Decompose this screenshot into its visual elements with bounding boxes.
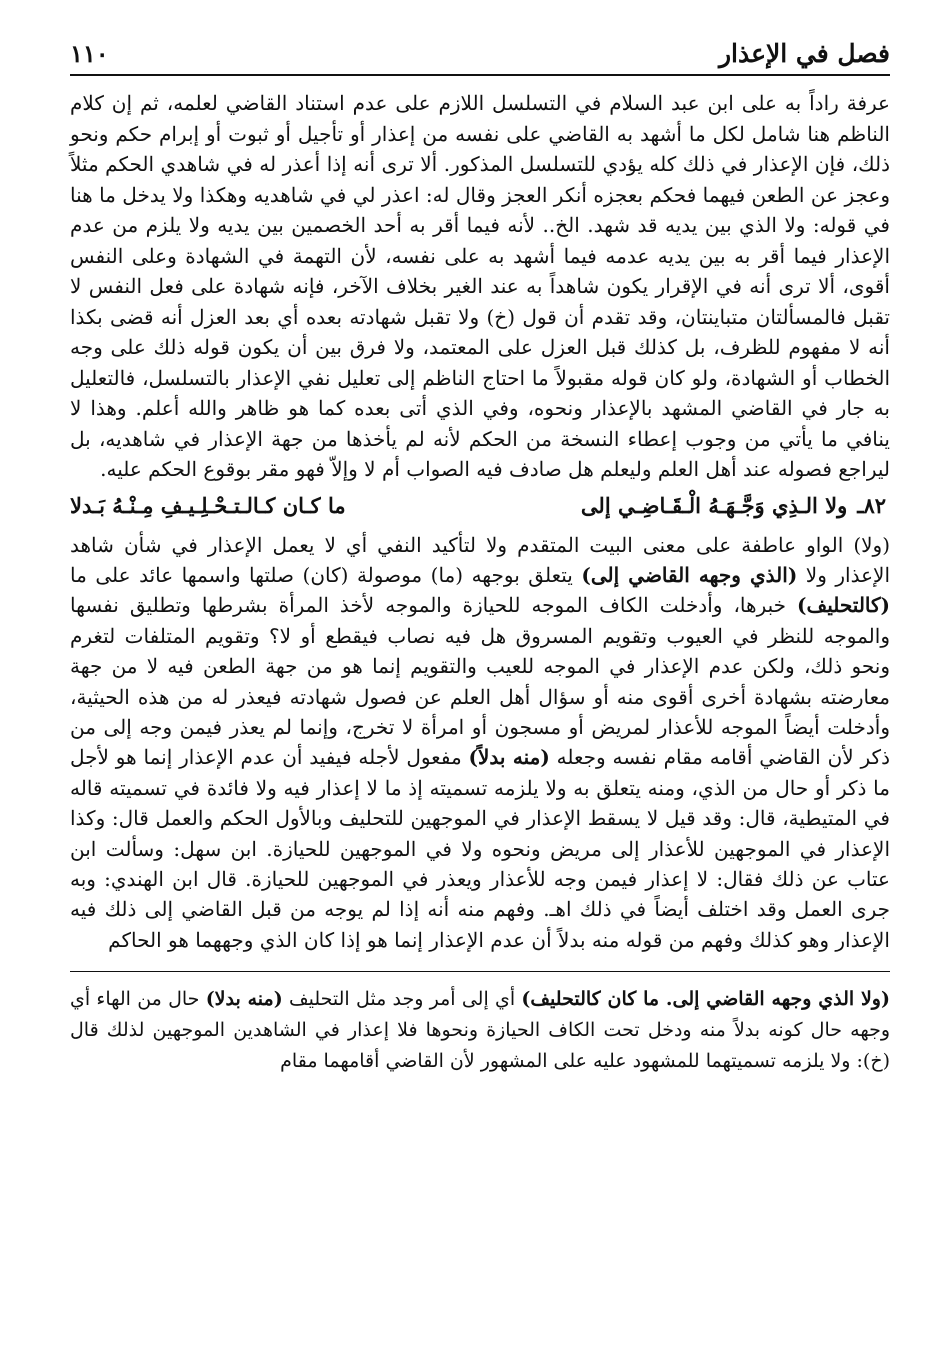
commentary-text: مفعول لأجله فيفيد أن عدم الإعذار إنما هو لأجل ما ذكر أو حال من الذي، ومنه يتعلق به ولا يلزمه تسميته إذ ما لا إعذار فيه ولا فائدة في تسميته قاله في المتيطية، قال: وقد قيل لا يسقط الإعذار في الموجهين للتحليف وبالأول الحكم والعمل قال: وكذا الإعذار في الموجهين للأعذار إلى مريض ونحوه ولا في الموجهين للحيازة. ابن سهل: وسألت ابن عتاب عن ذلك فقال: لا إعذار فيمن وجه للأعذار ويعذر في الموجهين للحيازة. قال ابن الهندي: وبه جرى العمل وقد اختلف أيضاً في ذلك اهـ. وفهم منه أنه إذا لم يوجه من قبل القاضي إلى ذلك فيه الإعذار وهو كذلك وفهم من قوله منه بدلاً أن عدم الإعذار إنما هو إذا كان الذي وجههما هو الحاكم (70, 745, 890, 952)
verse-hemistich-1: ولا الـذِي وَجَّـهَـهُ الْـقَـاضِـي إلى (580, 492, 848, 518)
verse-line (70, 493, 890, 522)
commentary-bold-term: (منه بدلاً) (468, 745, 550, 770)
footnote-bold-term: (منه بدلا) (205, 988, 283, 1011)
page-number: ١١٠ (70, 39, 109, 68)
footnote-divider (70, 971, 890, 972)
paragraph-top: عرفة راداً به على ابن عبد السلام في التسلسل اللازم على عدم استناد القاضي لعلمه، ثم إن كلام الناظم هنا شامل لكل ما أشهد به القاضي على نفسه من إعذار أو تأجيل أو ثبوت أو إبرام حكم ونحو ذلك، فإن الإعذار في ذلك كله يؤدي للتسلسل المذكور. ألا ترى أنه إذا أعذر له في شاهدي الحكم مثلاً وعجز عن الطعن فيهما فحكم بعجزه أنكر العجز وقال له: اعذر لي في شاهديه وهكذا ولا يدخل ما هنا في قوله: ولا الذي بين يديه قد شهد. الخ.. لأنه فيما أقر به أحد الخصمين بين يديه ولا يلزم من عدم الإعذار فيما أقر به بين يديه عدمه فيما أشهد به على نفسه، لأن التهمة في الشهادة وعلى النفس أقوى، ألا ترى أنه في الإقرار يكون شاهداً به عند الغير بخلاف الآخر، فإنه شهادة على فعل النفس لا تقبل فالمسألتان متباينتان، وقد تقدم أن قول (خ) ولا تقبل شهادته بعده أي بعد العزل أنه قضى بكذا أنه لا مفهوم للظرف، بل كذلك قبل العزل على المعتمد، ولا فرق بين أن يكون قوله ذلك على وجه الخطاب أو الشهادة، ولو كان قوله مقبولاً ما احتاج الناظم إلى تعليل نفي الإعذار بالتسلسل، فالتعليل به جار في القاضي المشهد بالإعذار ونحوه، وفي الذي أتى بعده كما هو ظاهر والله أعلم. وهذا لا ينافي ما يأتي من وجوب إعطاء النسخة من الحكم لأنه لم يأخذها من جهة الإعذار في شاهديه، بل ليراجع فصوله عند أهل العلم وليعلم هل صادف فيه الصواب أم لا وإلاّ فهو مقر بوقوع الحكم عليه. (70, 91, 890, 481)
footnote-paragraph (70, 984, 890, 1077)
footnote-text: أي إلى أمر وجد مثل التحليف (282, 988, 522, 1011)
commentary-text: خبرها، وأدخلت الكاف الموجه للحيازة والموجه لأخذ المرأة بشرطها وتطليق نفسها والموجه للنظر في العيوب وتقويم المسروق هل فيه نصاب فيقطع أو لا؟ وتقويم المتلفات لتغرم ونحو ذلك، ولكن عدم الإعذار في الموجه للعيب والتقويم إنما هو من جهة الطعن فيه لا من جهة معارضته بشهادة أخرى أقوى منه أو سؤال أهل العلم عن فصول شهادته فيعذر له من هذه الحيثية، وأدخلت أيضاً الموجه للأعذار لمريض أو مسجون أو امرأة لا تخرج، وإنما لم يعذر فيمن وجه إلى من ذكر لأن القاضي أقامه مقام نفسه وجعله (70, 593, 890, 770)
commentary-text: (ولا) الواو عاطفة على معنى البيت المتقدم ولا لتأكيد النفي أي لا يعمل الإعذار في شأن شاهد الإعذار ولا (70, 532, 890, 587)
page-header (70, 28, 890, 76)
commentary-bold-term: (الذي وجهه القاضي إلى) (581, 562, 798, 587)
footnote-text: حال من الهاء أي وجهه حال كونه بدلاً منه ودخل تحت الكاف الحيازة ونحوها فلا إعذار في الشاهدين الموجهين لذلك قال (خ): ولا يلزمه تسميتهما للمشهود عليه على المشهور لأن القاضي أقامهما مقام (70, 988, 890, 1073)
chapter-title: فصل في الإعذار (718, 39, 890, 68)
commentary-paragraph (70, 530, 890, 956)
footnote-bold-term: (ولا الذي وجهه القاضي إلى. ما كان كالتحليف) (521, 988, 890, 1011)
commentary-bold-term: (كالتحليف) (797, 593, 890, 618)
commentary-text: يتعلق بوجهه (ما) موصولة (كان) صلتها واسمها عائد على ما (70, 562, 582, 587)
verse-hemistich-2: ما كـان كـالـتـحْـلِـيـفِ مِـنْـهُ بَـدلا (70, 492, 346, 518)
verse-number: ٨٢ـ (857, 492, 886, 518)
